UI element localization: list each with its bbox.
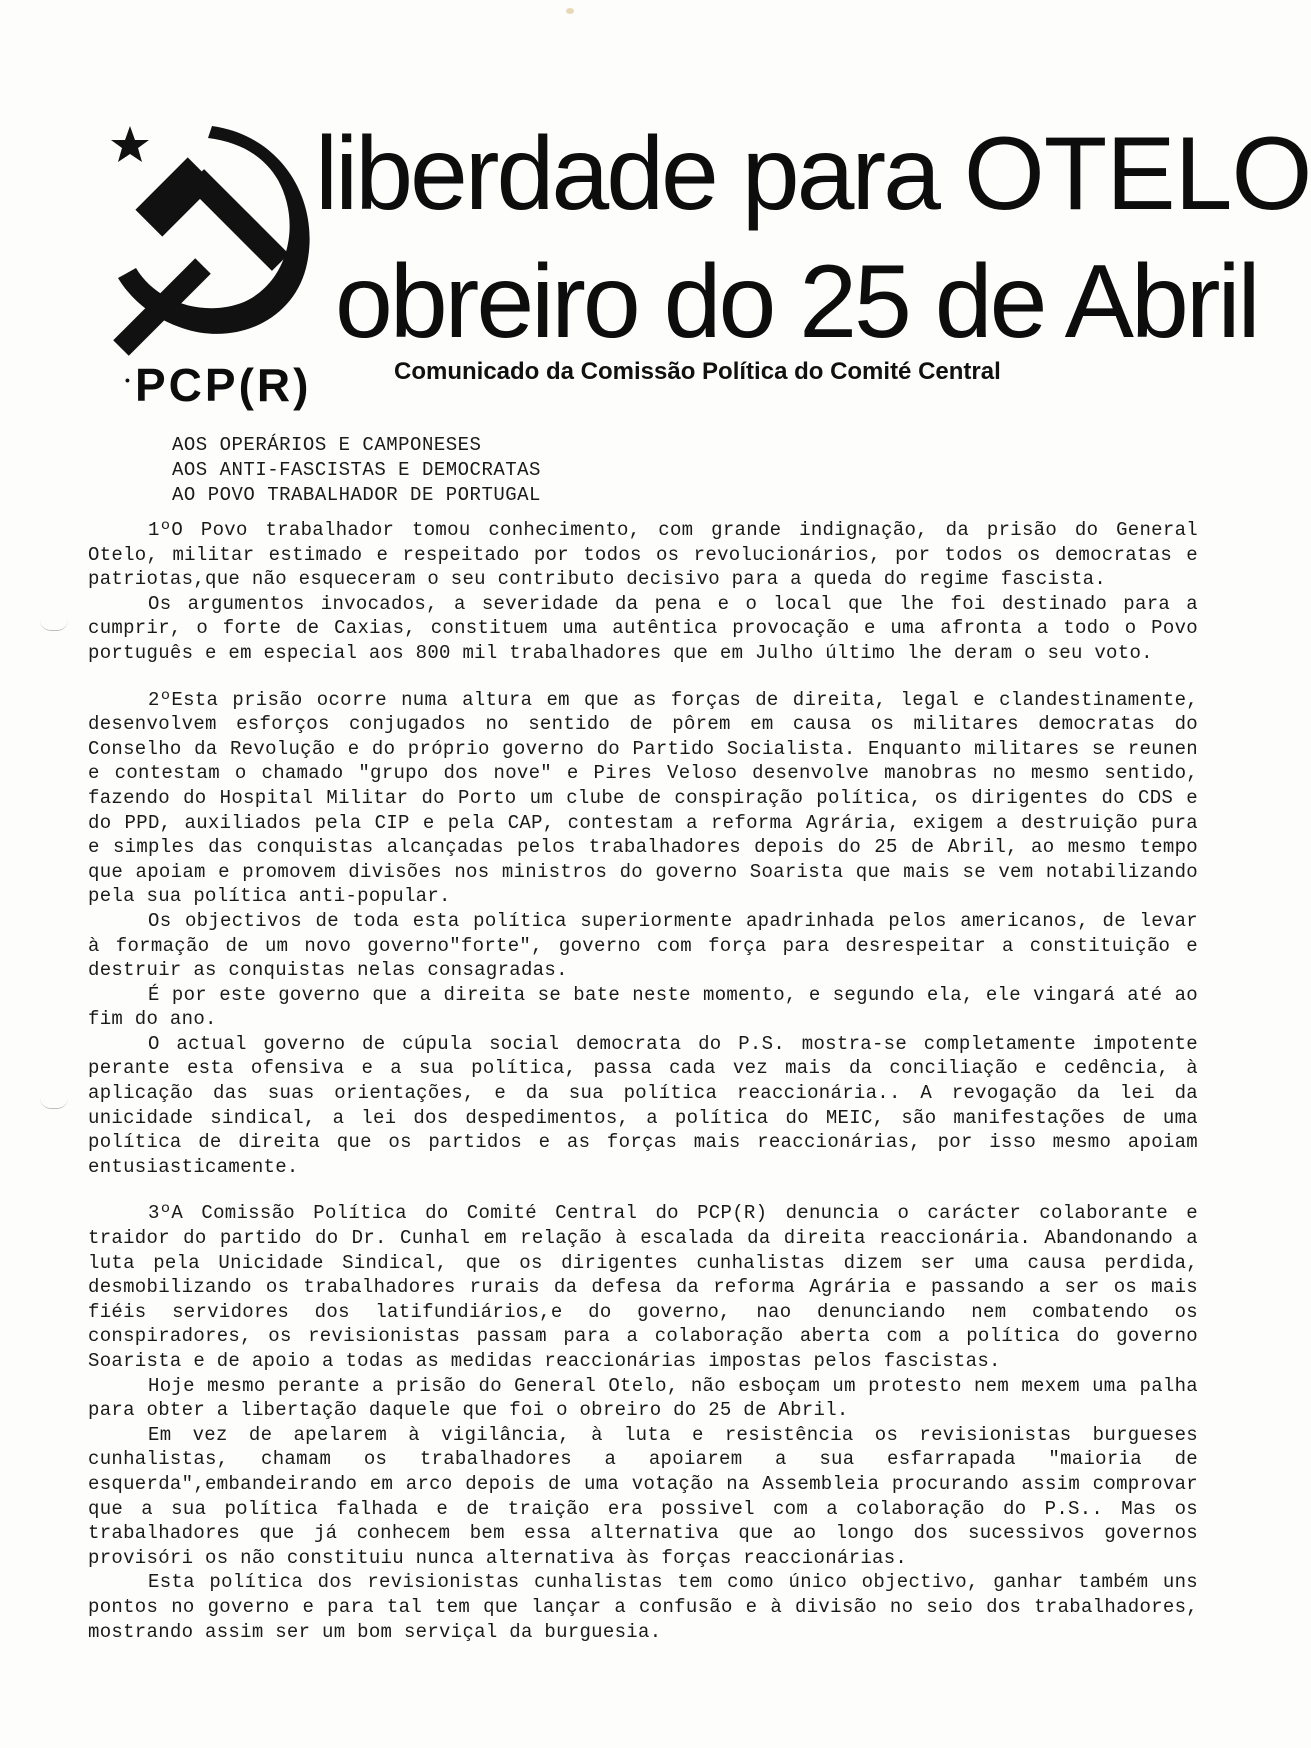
margin-mark bbox=[40, 620, 68, 631]
margin-mark bbox=[40, 1098, 68, 1109]
addressee-line: AOS ANTI-FASCISTAS E DEMOCRATAS bbox=[172, 459, 541, 481]
paragraph: Os argumentos invocados, a severidade da pena e o local que lhe foi destinado para a cumprir, o forte de Caxias, constituem uma autêntica provocação e uma afronta a todo o Povo português e em especial aos 800 mil trabalhadores que em Julho último lhe deram o seu voto. bbox=[88, 592, 1198, 664]
paper-stain bbox=[566, 8, 574, 14]
paragraph: O actual governo de cúpula social democrata do P.S. mostra-se completamente impotente perante esta ofensiva e a sua política, passa cada vez mais da conciliação e cedência, à aplicação das suas orientações, e da sua política reaccionária.. A revogação da lei da unicidade sindical, a lei dos despedimentos, a política do MEIC, são manifestações de uma política de direita que os partidos e as forças mais reaccionárias, por isso mesmo apoiam entusiasticamente. bbox=[88, 1032, 1198, 1178]
paragraph: 1ºO Povo trabalhador tomou conhecimento, com grande indignação, da prisão do General Otelo, militar estimado e respeitado por todos os revolucionários, por todos os democratas e patriotas,que não esqueceram o seu contributo decisivo para a queda do regime fascista. bbox=[88, 519, 1198, 591]
addressees bbox=[172, 433, 541, 508]
party-logo: • PCP(R) bbox=[135, 358, 311, 412]
addressee-line: AOS OPERÁRIOS E CAMPONESES bbox=[172, 434, 482, 456]
headline-text-otelo: OTELO bbox=[963, 116, 1311, 232]
paragraph: 3ºA Comissão Política do Comité Central do PCP(R) denuncia o carácter colaborante e traidor do partido do Dr. Cunhal em relação à escalada da direita reaccionária. Abandonando a luta pela Unicidade Sindical, que os dirigentes cunhalistas dizem ser uma causa perdida, desmobilizando os trabalhadores rurais da defesa da reforma Agrária e passando a ser os mais fiéis servidores dos latifundiários,e do governo, nao denunciando nem combatendo os conspiradores, os revisionistas passam para a colaboração aberta com a política do governo Soarista e de apoio a todas as medidas reaccionárias impostas pelos fascistas. bbox=[88, 1202, 1198, 1372]
paragraph: Esta política dos revisionistas cunhalistas tem como único objectivo, ganhar também uns pontos no governo e para tal tem que lançar a confusão e à divisão no seio dos trabalhadores, mostrando assim ser um bom serviçal da burguesia. bbox=[88, 1571, 1198, 1643]
communique-body bbox=[88, 518, 1198, 1644]
headline bbox=[315, 110, 1311, 366]
paragraph: Hoje mesmo perante a prisão do General Otelo, não esboçam um protesto nem mexem uma palha para obter a libertação daquele que foi o obreiro do 25 de Abril. bbox=[88, 1374, 1198, 1422]
headline-text-liberdade: liberdade para bbox=[315, 116, 964, 232]
paragraph: 2ºEsta prisão ocorre numa altura em que as forças de direita, legal e clandestinamente, desenvolvem esforços conjugados no sentido de pôrem em causa os militares democratas do Conselho da Revolução e do próprio governo do Partido Socialista. Enquanto militares se reunen e contestam o chamado "grupo dos nove" e Pires Veloso desenvolve manobras no mesmo sentido, fazendo do Hospital Militar do Porto um clube de conspiração política, os dirigentes do CDS e do PPD, auxiliados pela CIP e pela CAP, contestam a reforma Agrária, exigem a destruição pura e simples das conquistas alcançadas pelos trabalhadores depois do 25 de Abril, ao mesmo tempo que apoiam e promovem divisões nos ministros do governo Soarista que mais se vem notabilizando pela sua política anti-popular. bbox=[88, 688, 1198, 908]
paragraph: É por este governo que a direita se bate neste momento, e segundo ela, ele vingará até ao fim do ano. bbox=[88, 983, 1198, 1031]
addressee-line: AO POVO TRABALHADOR DE PORTUGAL bbox=[172, 484, 541, 506]
paragraph: Os objectivos de toda esta política superiormente apadrinhada pelos americanos, de levar à formação de um novo governo"forte", governo com força para desrespeitar a constituição e destruir as conquistas nelas consagradas. bbox=[88, 909, 1198, 982]
headline-line-1 bbox=[315, 110, 1311, 238]
paragraph: Em vez de apelarem à vigilância, à luta e resistência os revisionistas burgueses cunhalistas, chamam os trabalhadores a apoiarem a sua esfarrapada "maioria de esquerda",embandeirando em arco depois de uma votação na Assembleia procurando assim comprovar que a sua política falhada e de traição era possivel com a colaboração do P.S.. Mas os trabalhadores que já conhecem bem essa alternativa que ao longo dos sucessivos governos provisóri os não constituiu nunca alternativa às forças reaccionárias. bbox=[88, 1423, 1198, 1569]
hammer-sickle-star-icon bbox=[108, 118, 348, 348]
headline-line-2: obreiro do 25 de Abril bbox=[335, 244, 1258, 360]
communique-subtitle: Comunicado da Comissão Política do Comité Central bbox=[394, 358, 1001, 385]
